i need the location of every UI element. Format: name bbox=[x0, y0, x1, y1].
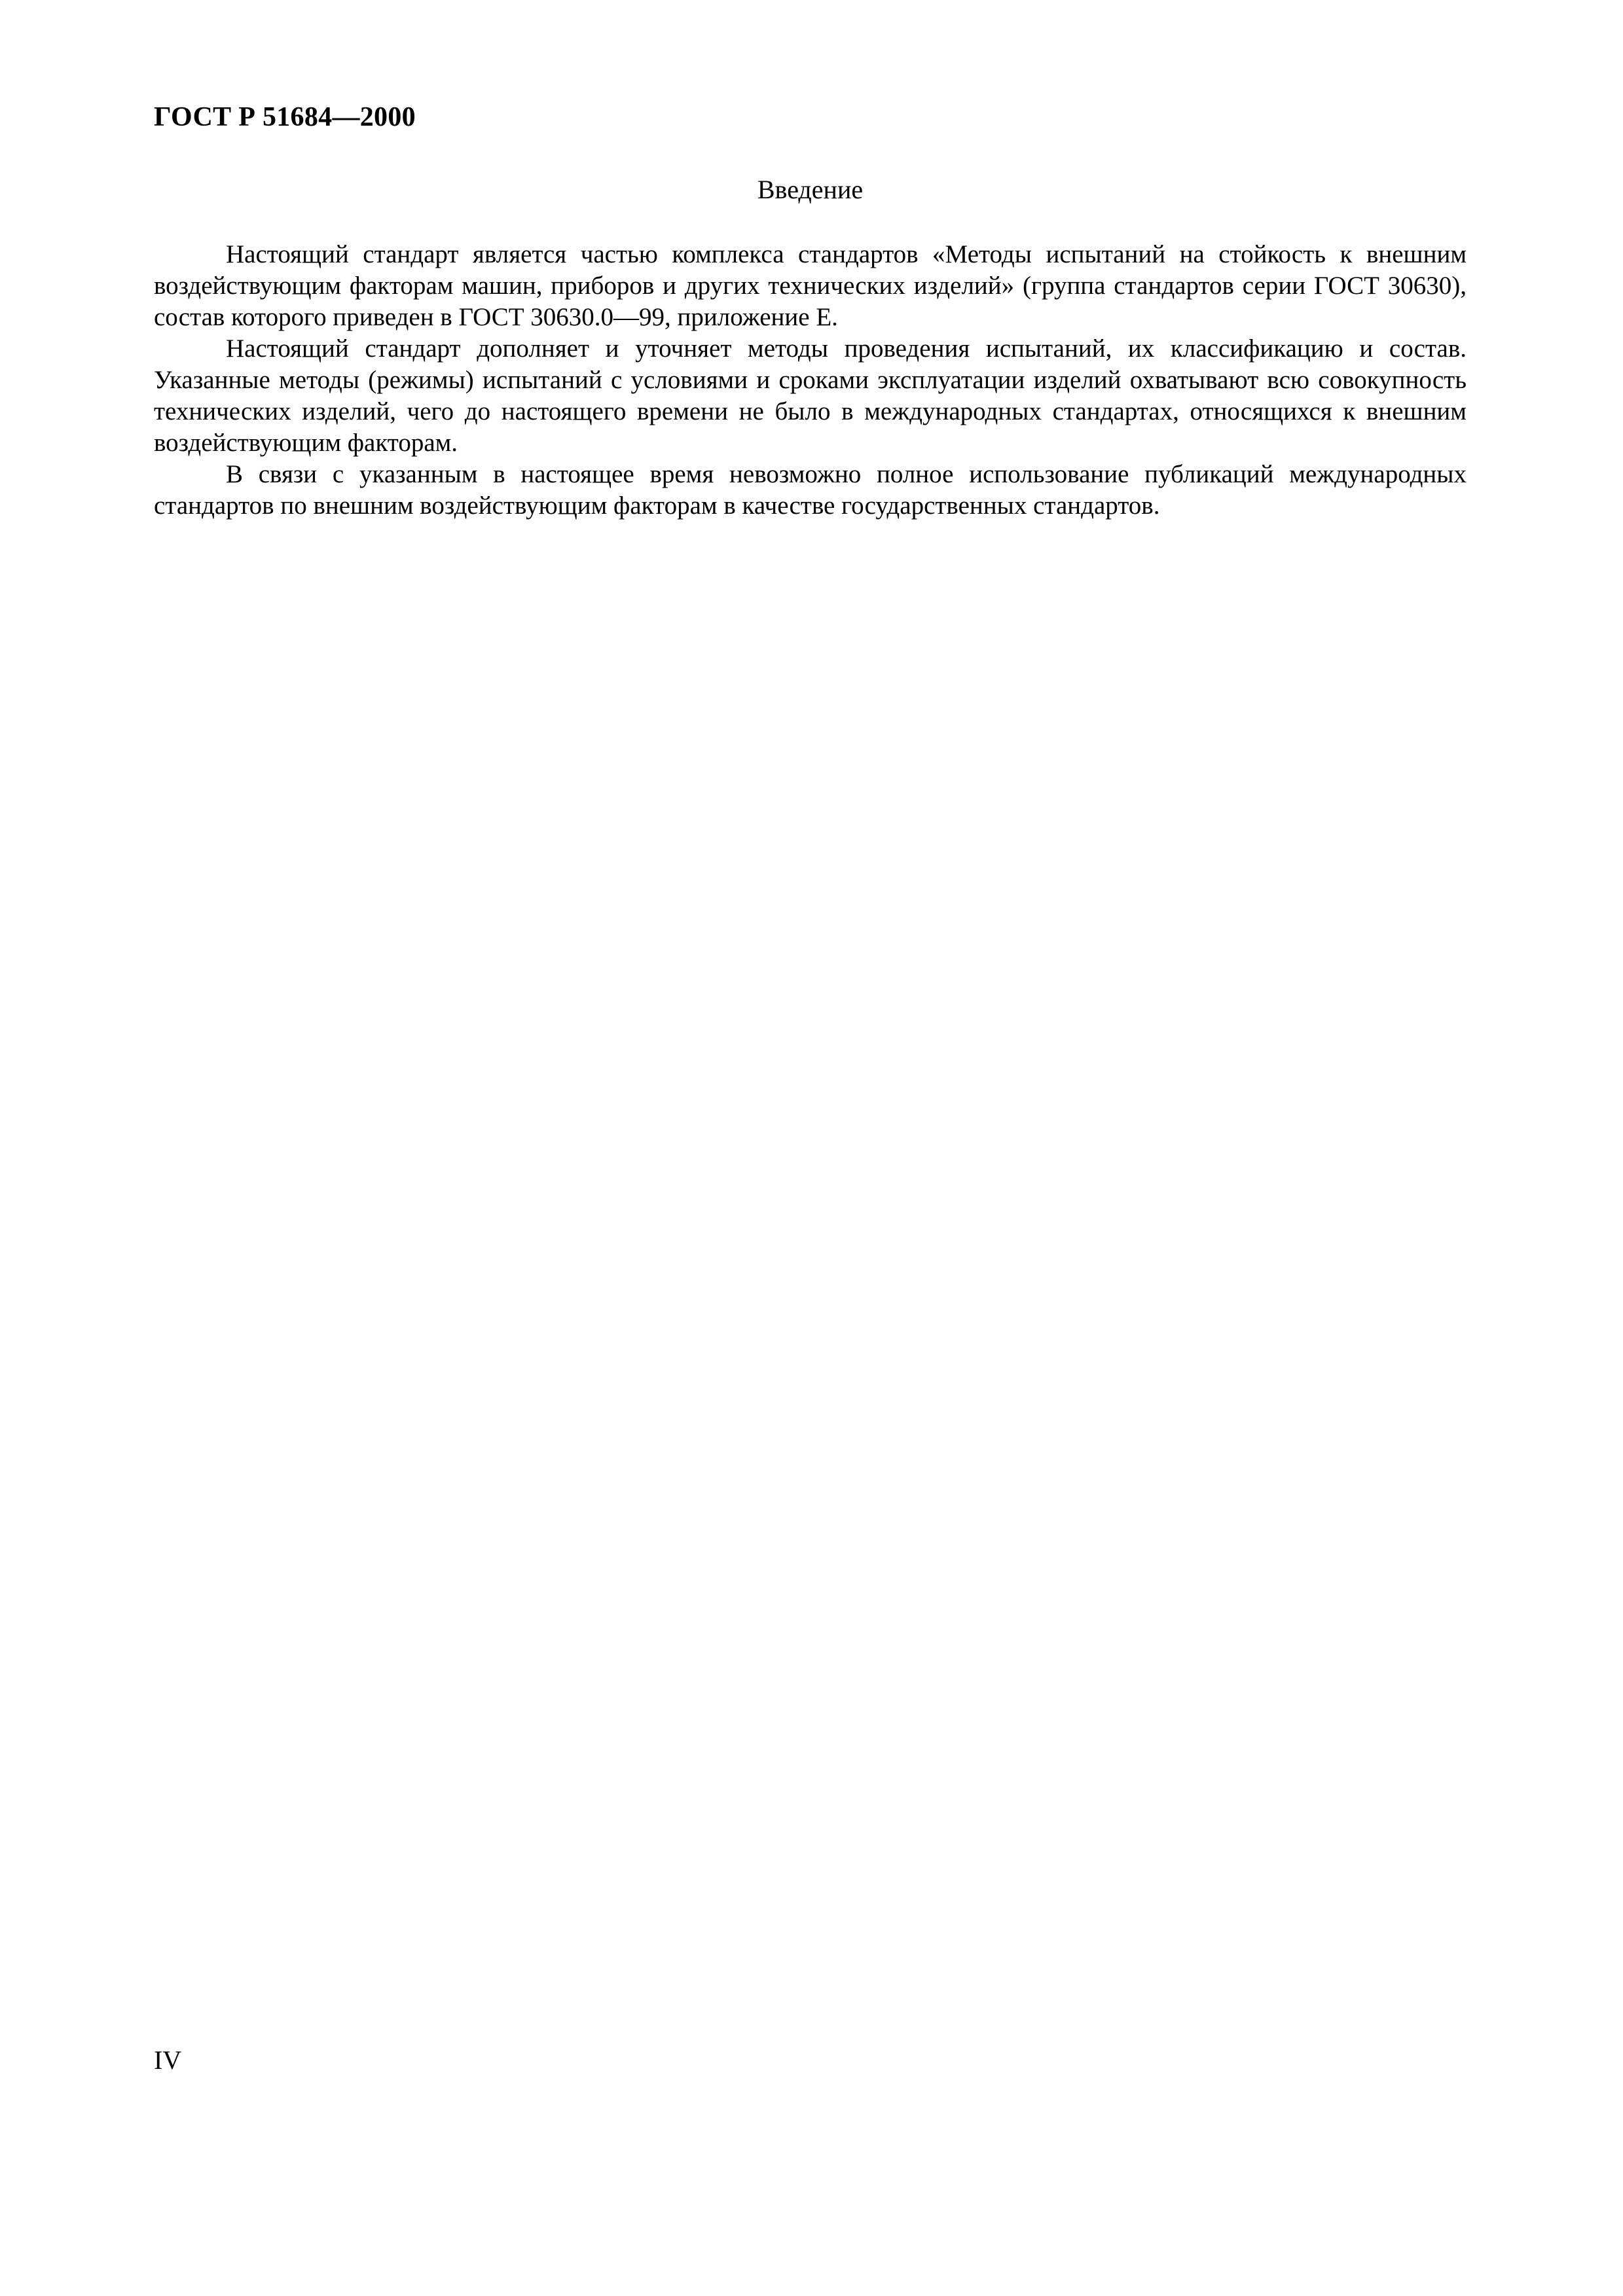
document-header: ГОСТ Р 51684—2000 bbox=[154, 102, 416, 132]
page-number: IV bbox=[154, 2045, 182, 2075]
paragraph: Настоящий стандарт дополняет и уточняет методы проведения испытаний, их классификацию и состав. Указанные методы (режимы) испытаний с условиями и сроками эксплуатации изделий охватывают всю совокупность технических изделий, чего до настоящего времени не было в международных стандартах, относящихся к внешним воздействующим факторам. bbox=[154, 334, 1467, 457]
body-text bbox=[154, 239, 1467, 522]
section-title: Введение bbox=[757, 175, 864, 204]
paragraph: Настоящий стандарт является частью комплекса стандартов «Методы испытаний на стойкость к внешним воздействующим факторам машин, приборов и других технических изделий» (группа стандартов серии ГОСТ 30630), состав которого приведен в ГОСТ 30630.0—99, приложение Е. bbox=[154, 240, 1467, 331]
paragraph: В связи с указанным в настоящее время невозможно полное использование публикаций международных стандартов по внешним воздействующим факторам в качестве государственных стандартов. bbox=[154, 460, 1467, 520]
